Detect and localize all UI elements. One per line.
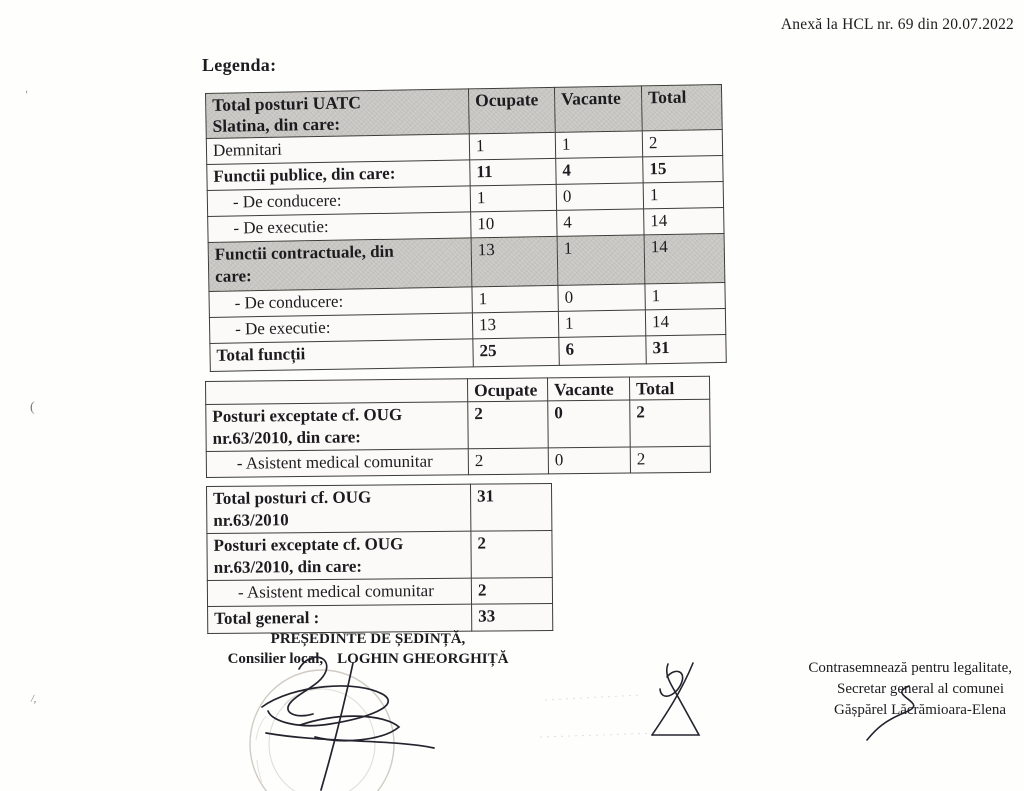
header-label-cell [206, 379, 468, 405]
cell-vacante: 1 [558, 310, 645, 338]
president-title: PREȘEDINTE DE ȘEDINȚĂ, [270, 631, 466, 647]
cell-total: 14 [644, 233, 725, 283]
cell-ocupate: 1 [472, 285, 558, 312]
header-ocupate-cell: Ocupate [468, 87, 555, 133]
row-label: - De executie: [208, 212, 471, 243]
scan-noise-lines [540, 695, 660, 737]
cell-total: 2 [642, 129, 722, 156]
president-role: Consilier local, [227, 651, 324, 667]
cell-total: 14 [644, 207, 724, 234]
table-row [206, 446, 710, 477]
cell-vacante: 0 [548, 447, 630, 474]
cell-total: 1 [645, 282, 725, 309]
cell-ocupate: 1 [469, 132, 555, 159]
row-label: Functii contractuale, din care: [208, 238, 472, 292]
row-label: Functii publice, din care: [207, 160, 470, 191]
row-label: - De conducere: [207, 186, 470, 217]
row-label: Total posturi cf. OUG nr.63/2010 [207, 484, 471, 533]
signature-block-president [212, 629, 524, 669]
cell-total: 14 [645, 308, 725, 335]
posturi-exceptate-table [205, 376, 711, 478]
cell-value: 31 [470, 483, 551, 531]
scan-speck: /, [30, 692, 38, 706]
row-label: - De executie: [209, 313, 472, 344]
cell-total: 1 [643, 181, 723, 208]
row-label: Demnitari [206, 134, 469, 165]
countersign-title: Contrasemnează pentru legalitate, [808, 660, 1012, 676]
cell-vacante: 0 [556, 183, 643, 211]
table-row [208, 233, 725, 291]
table-row [207, 483, 552, 533]
cell-ocupate: 13 [471, 236, 558, 286]
secretary-name: Gășpărel Lăcrămioara-Elena [834, 702, 1006, 718]
cell-ocupate: 10 [471, 210, 557, 237]
row-label: Total general : [208, 604, 472, 633]
header-vacante-cell: Vacante [547, 377, 629, 401]
cell-vacante: 1 [555, 131, 642, 159]
cell-vacante: 4 [556, 157, 643, 185]
header-ocupate-cell: Ocupate [467, 378, 547, 402]
scan-speck: ( [30, 400, 35, 415]
cell-total: 2 [630, 399, 710, 447]
table-row [206, 399, 710, 451]
annex-note: Anexă la HCL nr. 69 din 20.07.2022 [780, 16, 1014, 33]
signature-block-secretary [808, 658, 1012, 721]
cell-value: 2 [471, 530, 552, 578]
cell-total: 31 [646, 334, 726, 363]
secretary-role: Secretar general al comunei [837, 681, 1004, 697]
round-stamp [250, 670, 394, 791]
header-total-cell: Total [641, 84, 722, 130]
row-label: - Asistent medical comunitar [207, 578, 471, 606]
cell-vacante: 1 [557, 235, 645, 286]
cell-vacante: 4 [557, 209, 644, 237]
header-total-cell: Total [629, 376, 709, 400]
legend-title: Legenda: [202, 55, 277, 75]
cell-ocupate: 2 [468, 401, 548, 449]
cell-vacante: 6 [559, 336, 646, 366]
cell-vacante: 0 [548, 400, 630, 448]
row-label: Posturi exceptate cf. OUG nr.63/2010, din care: [206, 402, 468, 452]
header-label-cell: Total posturi UATC Slatina, din care: [206, 89, 470, 139]
cell-ocupate: 13 [472, 311, 558, 338]
header-vacante-cell: Vacante [554, 86, 642, 133]
cell-ocupate: 11 [470, 158, 556, 185]
row-label: - De conducere: [209, 287, 472, 318]
signature-scribble-middle [652, 663, 699, 735]
cell-total: 2 [630, 446, 710, 473]
total-oug-table [206, 483, 553, 634]
cell-vacante: 0 [558, 284, 645, 312]
cell-ocupate: 1 [470, 184, 556, 211]
cell-ocupate: 25 [473, 337, 559, 366]
cell-value: 33 [472, 603, 553, 631]
cell-ocupate: 2 [468, 448, 548, 475]
posturi-uatc-table [205, 84, 727, 372]
table-row [207, 577, 552, 606]
row-label: Total funcții [210, 339, 473, 372]
row-label: Posturi exceptate cf. OUG nr.63/2010, din care: [207, 531, 471, 580]
scan-speck: ' [23, 88, 29, 102]
cell-total: 15 [643, 155, 723, 182]
signature-scribble-left [262, 657, 434, 790]
cell-value: 2 [471, 577, 552, 604]
row-label: - Asistent medical comunitar [206, 449, 468, 478]
president-name: LOGHIN GHEORGHIȚĂ [337, 651, 509, 667]
table-row [207, 530, 552, 580]
